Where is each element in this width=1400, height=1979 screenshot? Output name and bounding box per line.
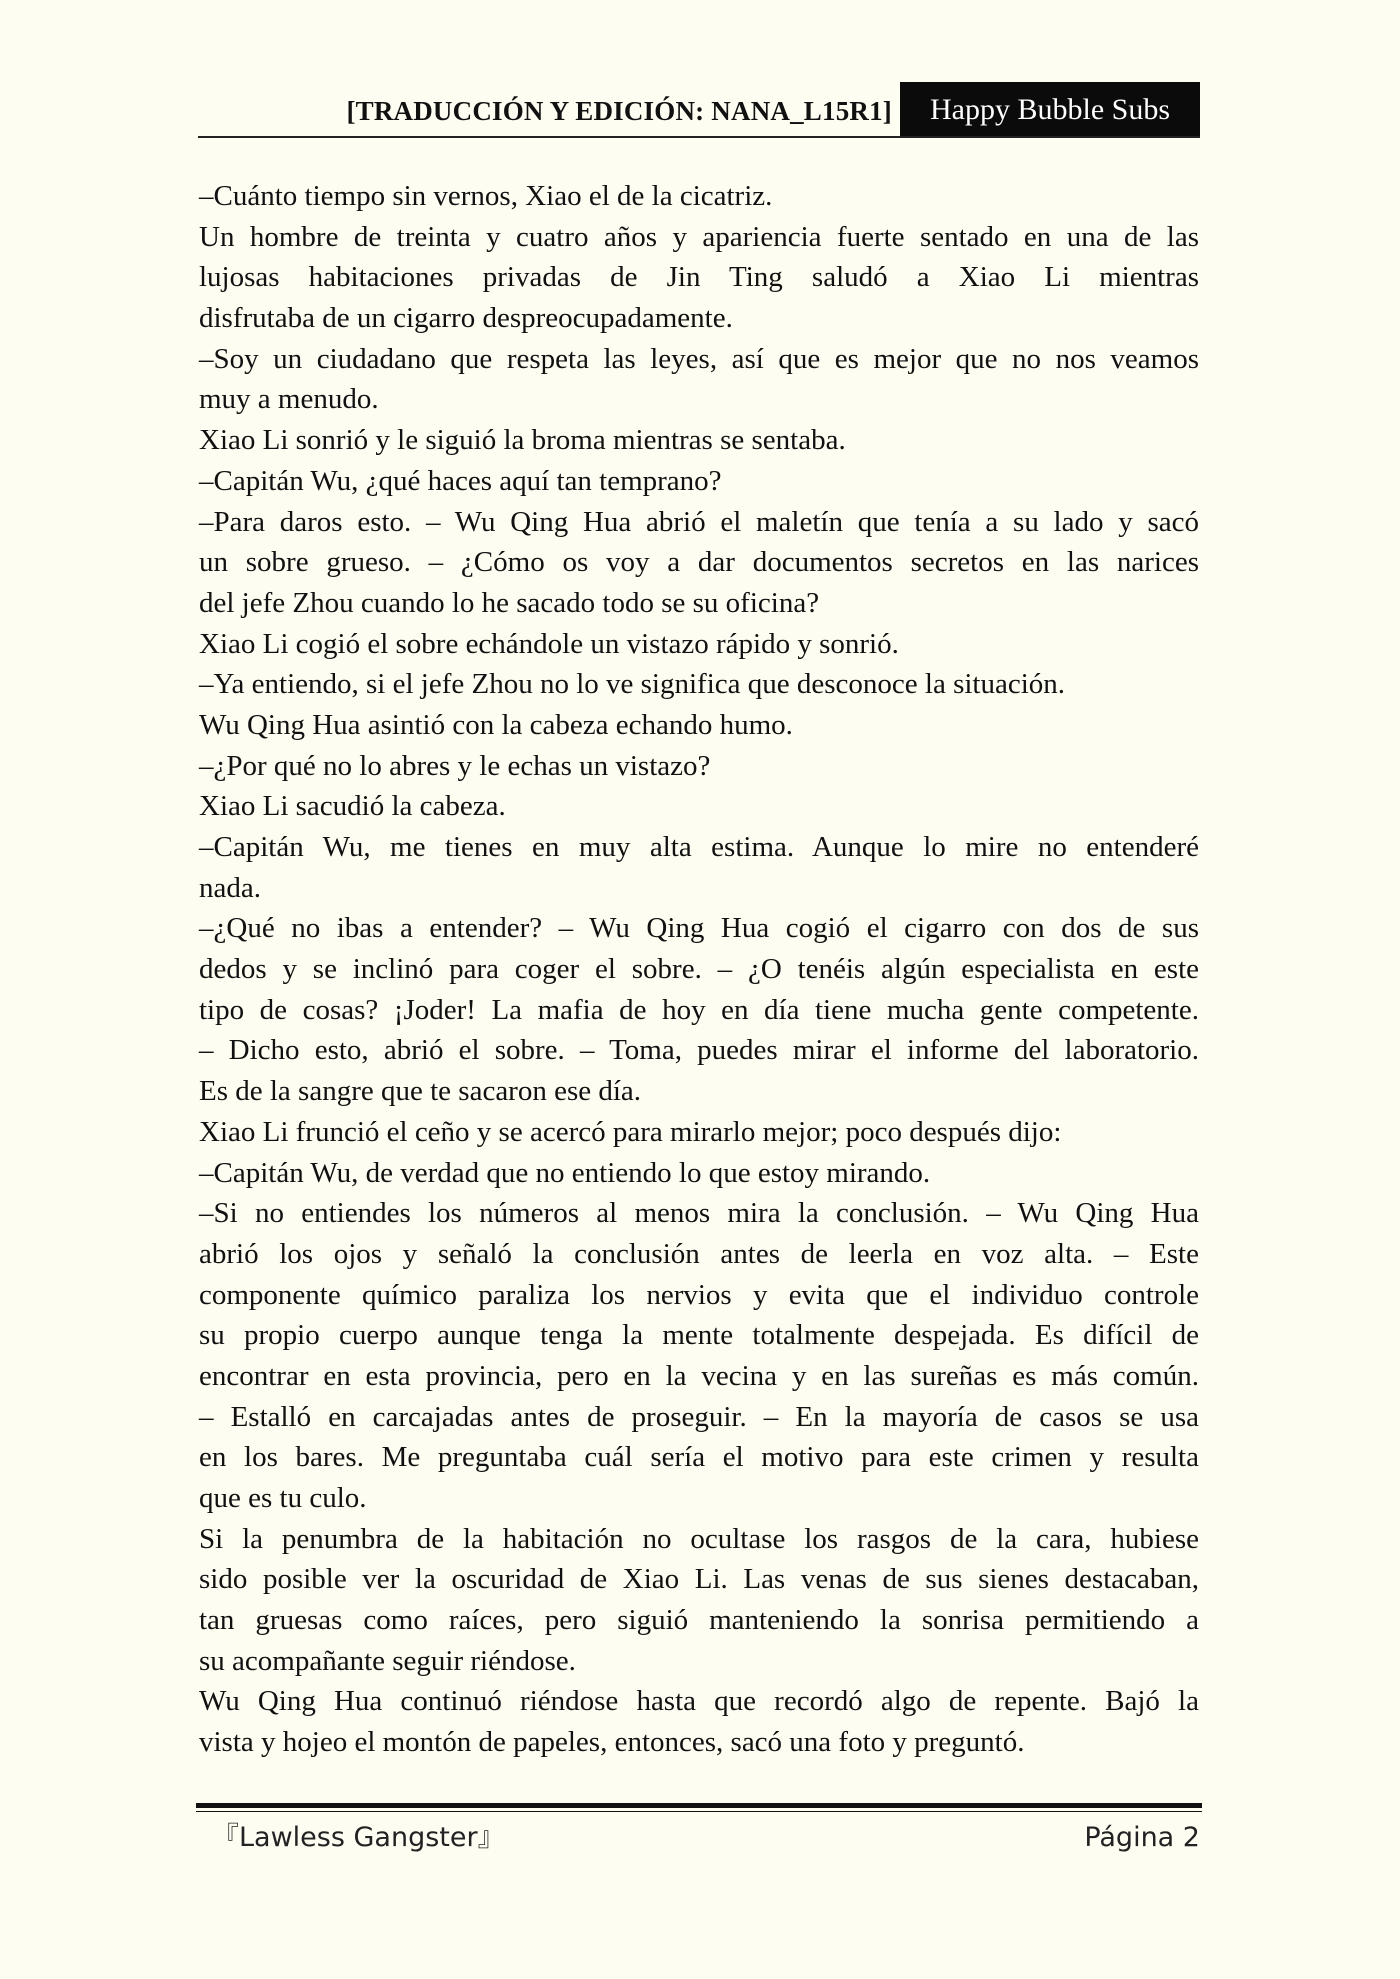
text-line: vista y hojeo el montón de papeles, entonces, sacó una foto y preguntó. xyxy=(199,1726,1025,1759)
text-line: muy a menudo. xyxy=(199,383,379,416)
text-line: componente químico paraliza los nervios y evita que el individuo controle xyxy=(199,1278,1199,1311)
text-line: abrió los ojos y señaló la conclusión antes de leerla en voz alta. – Este xyxy=(199,1237,1199,1270)
text-line: –Para daros esto. – Wu Qing Hua abrió el maletín que tenía a su lado y sacó xyxy=(199,505,1199,538)
footer-page-number: Página 2 xyxy=(1084,1822,1200,1853)
text-line: Es de la sangre que te sacaron ese día. xyxy=(199,1075,642,1108)
text-line: disfrutaba de un cigarro despreocupadamente. xyxy=(199,302,733,335)
text-line: un sobre grueso. – ¿Cómo os voy a dar documentos secretos en las narices xyxy=(199,546,1199,579)
page-header xyxy=(198,82,1200,138)
text-line: Wu Qing Hua asintió con la cabeza echando humo. xyxy=(199,708,793,741)
text-line: –Capitán Wu, me tienes en muy alta estima. Aunque lo mire no entenderé xyxy=(199,831,1199,863)
text-line: Wu Qing Hua continuó riéndose hasta que recordó algo de repente. Bajó la xyxy=(199,1685,1199,1718)
text-line: sido posible ver la oscuridad de Xiao Li. Las venas de sus sienes destacaban, xyxy=(199,1563,1199,1596)
text-line: –Capitán Wu, ¿qué haces aquí tan temprano? xyxy=(199,464,722,497)
footer-rule xyxy=(196,1803,1202,1808)
text-line: – Dicho esto, abrió el sobre. – Toma, puedes mirar el informe del laboratorio. xyxy=(199,1034,1199,1067)
text-line: –Si no entiendes los números al menos mira la conclusión. – Wu Qing Hua xyxy=(199,1197,1199,1230)
text-line: su acompañante seguir riéndose. xyxy=(199,1644,576,1677)
text-line: tipo de cosas? ¡Joder! La mafia de hoy en día tiene mucha gente competente. xyxy=(199,993,1199,1026)
text-line: lujosas habitaciones privadas de Jin Ting saludó a Xiao Li mientras xyxy=(199,261,1199,294)
header-rule xyxy=(198,136,1200,138)
text-line: su propio cuerpo aunque tenga la mente totalmente despejada. Es difícil de xyxy=(199,1319,1199,1352)
text-line: –¿Qué no ibas a entender? – Wu Qing Hua cogió el cigarro con dos de sus xyxy=(199,912,1199,945)
text-line: encontrar en esta provincia, pero en la vecina y en las sureñas es más común. xyxy=(199,1359,1199,1392)
text-line: del jefe Zhou cuando lo he sacado todo se su oficina? xyxy=(199,586,820,619)
text-line: Xiao Li cogió el sobre echándole un vistazo rápido y sonrió. xyxy=(199,627,899,660)
translation-credit: [TRADUCCIÓN Y EDICIÓN: NANA_L15R1] xyxy=(346,96,892,126)
text-line: –Soy un ciudadano que respeta las leyes, así que es mejor que no nos veamos xyxy=(199,342,1199,375)
text-line: en los bares. Me preguntaba cuál sería el motivo para este crimen y resulta xyxy=(199,1441,1199,1474)
text-line: Xiao Li frunció el ceño y se acercó para mirarlo mejor; poco después dijo: xyxy=(199,1115,1062,1148)
text-line: Xiao Li sonrió y le siguió la broma mientras se sentaba. xyxy=(199,424,846,457)
text-line: nada. xyxy=(199,871,261,904)
text-line: que es tu culo. xyxy=(199,1482,367,1514)
footer-rule-thin xyxy=(196,1811,1202,1812)
text-line: Un hombre de treinta y cuatro años y apariencia fuerte sentado en una de las xyxy=(199,220,1199,253)
text-line: –Cuánto tiempo sin vernos, Xiao el de la cicatriz. xyxy=(199,180,773,212)
text-line: –Capitán Wu, de verdad que no entiendo lo que estoy mirando. xyxy=(199,1156,931,1189)
text-line: Si la penumbra de la habitación no ocultase los rasgos de la cara, hubiese xyxy=(199,1522,1199,1555)
text-line: – Estalló en carcajadas antes de proseguir. – En la mayoría de casos se usa xyxy=(199,1400,1199,1433)
text-line: Xiao Li sacudió la cabeza. xyxy=(199,790,506,823)
text-line: dedos y se inclinó para coger el sobre. – ¿O tenéis algún especialista en este xyxy=(199,953,1199,986)
footer-book-title: 『Lawless Gangster』 xyxy=(212,1822,505,1853)
text-line: tan gruesas como raíces, pero siguió manteniendo la sonrisa permitiendo a xyxy=(199,1604,1199,1637)
body-text xyxy=(199,176,1199,1763)
group-name-badge: Happy Bubble Subs xyxy=(900,82,1200,138)
text-line: –Ya entiendo, si el jefe Zhou no lo ve significa que desconoce la situación. xyxy=(199,668,1066,701)
text-line: –¿Por qué no lo abres y le echas un vistazo? xyxy=(199,749,711,782)
